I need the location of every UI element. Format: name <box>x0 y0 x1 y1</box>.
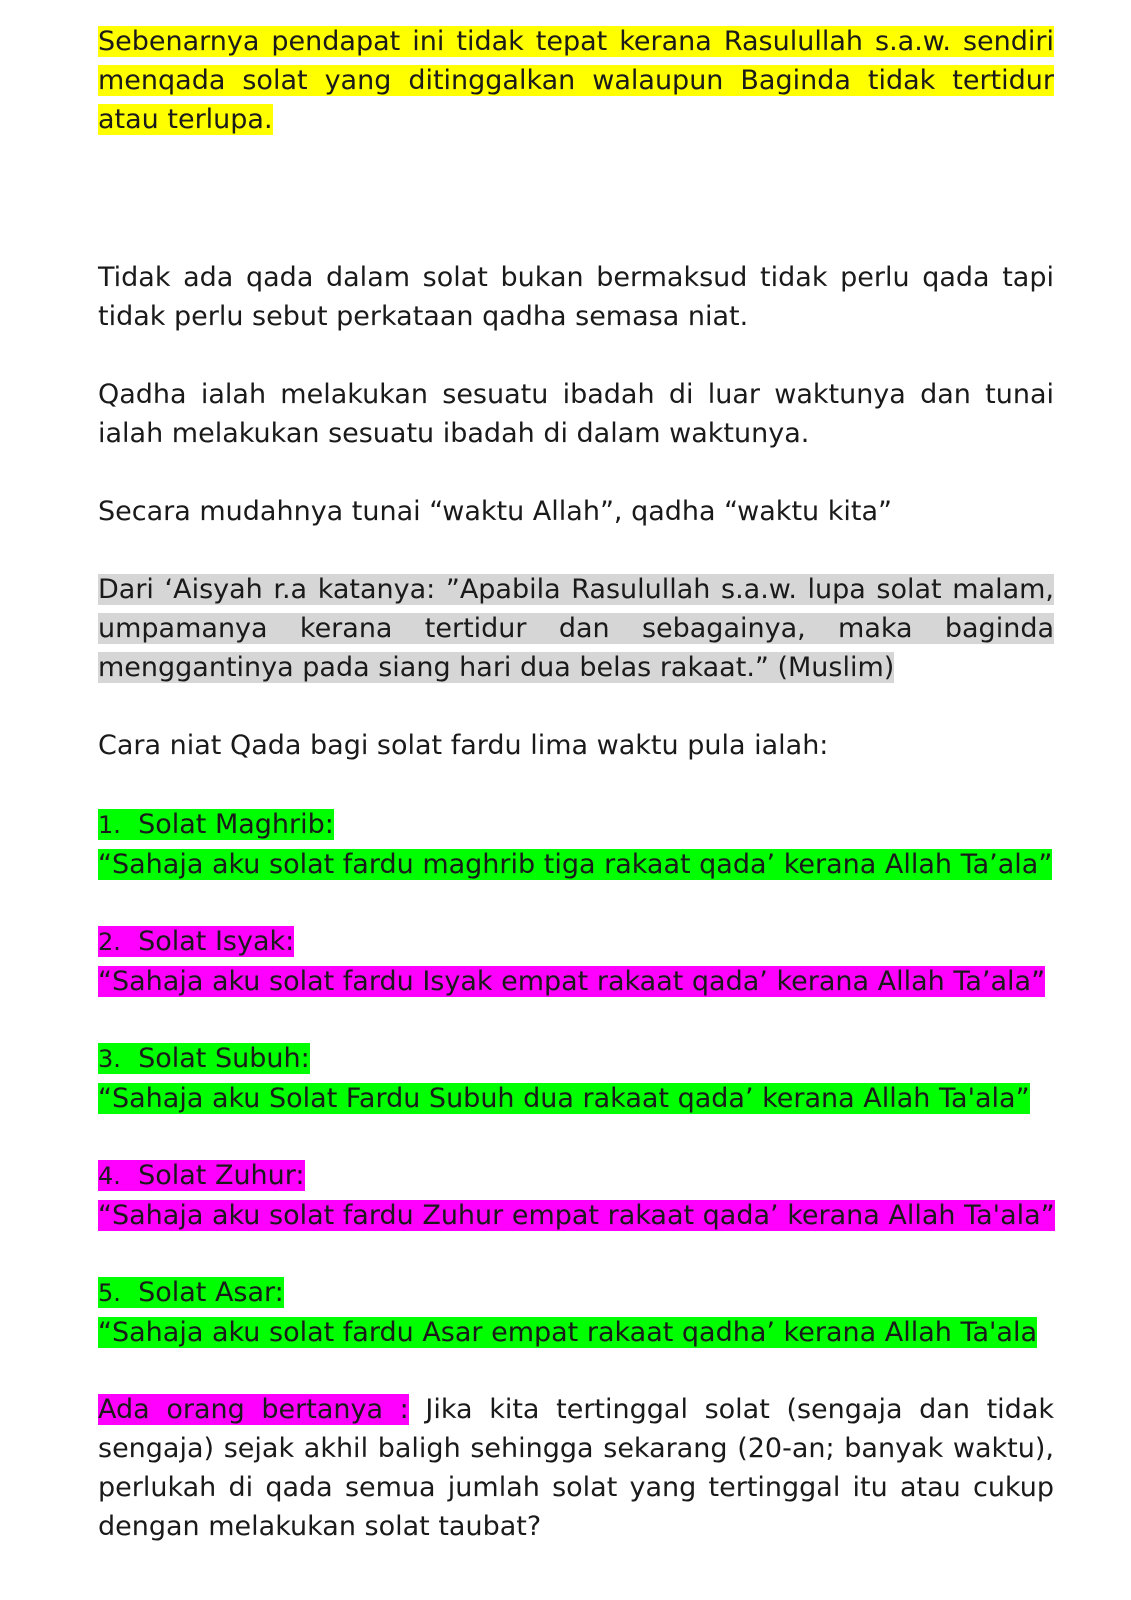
prayer-title: 1. Solat Maghrib: <box>98 809 334 840</box>
prayer-item-subuh <box>98 1039 1058 1118</box>
prayer-title: 4. Solat Zuhur: <box>98 1160 305 1191</box>
prayer-niat: “Sahaja aku solat fardu maghrib tiga rakaat qada’ kerana Allah Ta’ala” <box>98 849 1053 880</box>
question-text: Jika kita tertinggal solat (sengaja dan tidak sengaja) sejak akhil baligh sehingga sekarang (20-an; banyak waktu), perlukah di qada semua jumlah solat yang tertinggal itu atau cukup dengan melakukan solat taubat? <box>98 1394 1054 1542</box>
paragraph-rasulullah-menqada <box>98 22 1054 139</box>
paragraph-definisi-qadha: Qadha ialah melakukan sesuatu ibadah di luar waktunya dan tunai ialah melakukan sesuatu ibadah di dalam waktunya. <box>98 379 1054 449</box>
paragraph-hadis-aisyah <box>98 570 1054 687</box>
paragraph-cara-niat: Cara niat Qada bagi solat fardu lima waktu pula ialah: <box>98 730 829 761</box>
prayer-niat: “Sahaja aku solat fardu Zuhur empat rakaat qada’ kerana Allah Ta'ala” <box>98 1200 1055 1231</box>
paragraph-tidak-ada-qada: Tidak ada qada dalam solat bukan bermaksud tidak perlu qada tapi tidak perlu sebut perkataan qadha semasa niat. <box>98 262 1054 332</box>
prayer-niat: “Sahaja aku Solat Fardu Subuh dua rakaat qada’ kerana Allah Ta'ala” <box>98 1083 1030 1114</box>
prayer-title: 5. Solat Asar: <box>98 1277 284 1308</box>
prayer-title: 2. Solat Isyak: <box>98 926 295 957</box>
question-label: Ada orang bertanya : <box>98 1394 409 1425</box>
paragraph-secara-mudahnya: Secara mudahnya tunai “waktu Allah”, qadha “waktu kita” <box>98 496 892 527</box>
yellow-highlight-text: Sebenarnya pendapat ini tidak tepat kerana Rasulullah s.a.w. sendiri menqada solat yang ditinggalkan walaupun Baginda tidak tertidur atau terlupa. <box>98 26 1054 135</box>
prayer-niat: “Sahaja aku solat fardu Isyak empat rakaat qada’ kerana Allah Ta’ala” <box>98 966 1046 997</box>
paragraph-soalan <box>98 1390 1054 1546</box>
prayer-item-zuhur <box>98 1156 1058 1235</box>
gray-highlight-text: Dari ‘Aisyah r.a katanya: ”Apabila Rasulullah s.a.w. lupa solat malam, umpamanya kerana tertidur dan sebagainya, maka baginda menggantinya pada siang hari dua belas rakaat.” (Muslim) <box>98 574 1054 683</box>
prayer-item-isyak <box>98 922 1058 1001</box>
prayer-title: 3. Solat Subuh: <box>98 1043 310 1074</box>
prayer-item-maghrib <box>98 805 1058 884</box>
prayer-item-asar <box>98 1273 1058 1352</box>
prayer-niat: “Sahaja aku solat fardu Asar empat rakaat qadha’ kerana Allah Ta'ala <box>98 1317 1038 1348</box>
